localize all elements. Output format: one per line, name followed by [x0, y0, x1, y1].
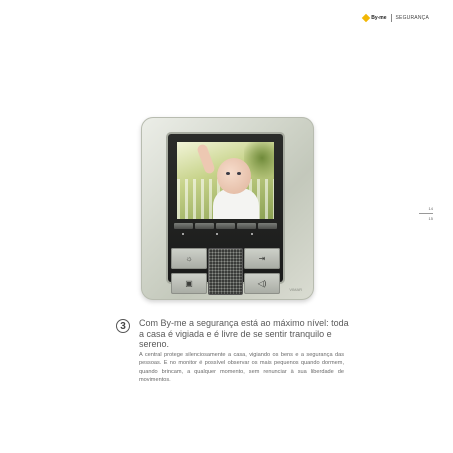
status-led-1: [182, 233, 184, 235]
headline: Com By-me a segurança está ao máximo nível: toda a casa é vigiada e é livre de se sentir tranquilo e sereno.: [139, 318, 349, 349]
left-page-number: 14: [428, 206, 433, 211]
key-arrow-icon: ⇥: [258, 254, 266, 263]
softkey-3[interactable]: [216, 223, 235, 229]
baby-eye-right: [237, 172, 241, 175]
camera-button[interactable]: [171, 273, 207, 294]
page-number-divider: [419, 213, 433, 214]
brand-name: By-me: [371, 15, 387, 21]
speaker-icon: ◁): [257, 279, 267, 288]
logo-mark-icon: [362, 14, 370, 22]
device-body: [168, 134, 283, 288]
status-leds: [174, 231, 277, 237]
brand-header: [363, 14, 429, 22]
section-title: SEGURANÇA: [395, 15, 429, 21]
baby-arm: [196, 143, 216, 175]
sun-icon: ☼: [185, 254, 193, 263]
right-page-number: 15: [428, 216, 433, 221]
softkey-2[interactable]: [195, 223, 214, 229]
softkey-4[interactable]: [237, 223, 256, 229]
baby-eye-left: [226, 172, 230, 175]
status-led-3: [251, 233, 253, 235]
status-led-2: [216, 233, 218, 235]
baby-face: [217, 158, 251, 194]
body-text: A central protege silenciosamente a casa, vigiando os bens e a segurança das pessoas. E no monitor é possível observar os mais pequenos quando dormem, quando brincam, a qualquer momento, sem renunciar à sua liberdade de movimentos.: [139, 352, 344, 383]
softkey-row: [174, 223, 277, 229]
brand-logo: [363, 15, 386, 21]
door-open-button[interactable]: [244, 248, 280, 269]
device-brand-stamp: VIMAR: [289, 287, 302, 292]
header-divider: [391, 14, 392, 22]
page-numbers: [419, 206, 433, 221]
monitor-screen: [177, 142, 274, 219]
speaker-grille: [208, 248, 243, 295]
light-button[interactable]: [171, 248, 207, 269]
square-icon: ▣: [185, 279, 193, 288]
softkey-1[interactable]: [174, 223, 193, 229]
softkey-5[interactable]: [258, 223, 277, 229]
audio-button[interactable]: [244, 273, 280, 294]
video-intercom-device: [141, 117, 314, 300]
step-number-badge: 3: [116, 319, 130, 333]
